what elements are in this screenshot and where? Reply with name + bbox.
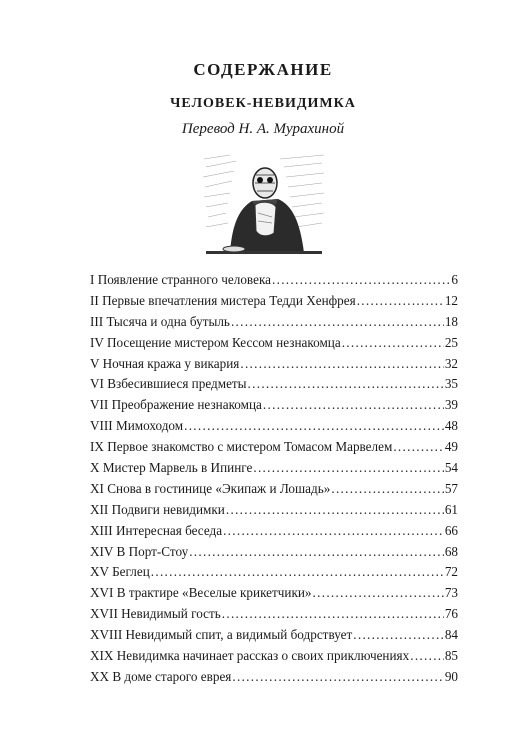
toc-entry-page: 12 [444, 292, 458, 308]
toc-entry-title: V Ночная кража у викария [90, 355, 240, 371]
toc-entry[interactable] [90, 335, 458, 356]
toc-entry-title: VII Преображение незнакомца [90, 397, 262, 413]
leader-dots [231, 314, 444, 330]
toc-entry[interactable] [90, 418, 458, 439]
leader-dots [353, 627, 444, 643]
toc-entry-title: XVII Невидимый гость [90, 606, 221, 622]
toc-entry-title: VIII Мимоходом [90, 418, 184, 434]
leader-dots [313, 585, 444, 601]
toc-entry-title: XVIII Невидимый спит, а видимый бодрствует [90, 627, 353, 643]
toc-entry-page: 54 [444, 460, 458, 476]
leader-dots [410, 648, 444, 664]
toc-entry-title: X Мистер Марвель в Ипинге [90, 460, 253, 476]
figure-napkin [255, 202, 276, 236]
leader-dots [223, 523, 444, 539]
toc-entry-title: XIII Интересная беседа [90, 522, 223, 538]
leader-dots [342, 335, 444, 351]
toc-entry-title: I Появление странного человека [90, 272, 271, 287]
leader-dots [263, 397, 444, 413]
leader-dots [357, 293, 444, 309]
toc-entry[interactable] [90, 502, 458, 523]
toc-entry[interactable] [90, 293, 458, 314]
toc-entry[interactable] [90, 272, 458, 293]
toc-entry-title: III Тысяча и одна бутыль [90, 313, 230, 329]
toc-entry[interactable] [90, 606, 458, 627]
leader-dots [331, 481, 443, 497]
toc-entry-title: XIV В Порт-Стоу [90, 543, 189, 559]
toc-entry[interactable] [90, 523, 458, 544]
toc-entry[interactable] [90, 356, 458, 377]
toc-entry[interactable] [90, 314, 458, 335]
toc-entry-page: 57 [444, 480, 458, 496]
toc-entry-title: VI Взбесившиеся предметы [90, 376, 247, 392]
leader-dots [272, 272, 450, 288]
toc-entry-page: 66 [444, 522, 458, 538]
toc-entry-title: XX В доме старого еврея [90, 668, 232, 684]
toc-entry-page: 61 [444, 501, 458, 517]
plate [223, 246, 245, 252]
toc-entry-title: IX Первое знакомство с мистером Томасом Марвелем [90, 439, 393, 455]
toc-entry[interactable] [90, 544, 458, 565]
toc-entry[interactable] [90, 648, 458, 669]
leader-dots [189, 544, 444, 560]
leader-dots [151, 564, 444, 580]
toc-entry[interactable] [90, 397, 458, 418]
table-of-contents [90, 272, 458, 690]
invisible-man-illustration [200, 153, 328, 263]
toc-entry-page: 85 [444, 648, 458, 664]
leader-dots [222, 606, 444, 622]
toc-entry-page: 32 [444, 355, 458, 371]
book-title: ЧЕЛОВЕК-НЕВИДИМКА [170, 96, 356, 111]
toc-entry-title: XI Снова в гостинице «Экипаж и Лошадь» [90, 480, 331, 496]
toc-entry-page: 25 [444, 334, 458, 350]
toc-entry-page: 49 [444, 439, 458, 455]
toc-entry-title: IV Посещение мистером Кессом незнакомца [90, 334, 341, 350]
leader-dots [393, 439, 443, 455]
toc-entry[interactable] [90, 439, 458, 460]
toc-entry-page: 72 [444, 564, 458, 580]
contents-heading: СОДЕРЖАНИЕ [193, 60, 333, 79]
toc-entry[interactable] [90, 627, 458, 648]
toc-entry-title: XV Беглец [90, 564, 150, 580]
toc-entry[interactable] [90, 564, 458, 585]
toc-entry[interactable] [90, 481, 458, 502]
toc-entry-page: 48 [444, 418, 458, 434]
leader-dots [232, 669, 443, 685]
toc-entry-page: 6 [451, 272, 458, 287]
table-edge [206, 251, 322, 254]
leader-dots [184, 418, 444, 434]
toc-entry[interactable] [90, 669, 458, 690]
toc-entry-title: XII Подвиги невидимки [90, 501, 225, 517]
translator-credit: Перевод Н. А. Мурахиной [181, 121, 345, 137]
toc-entry-title: XVI В трактире «Веселые крикетчики» [90, 585, 312, 601]
toc-entry-title: II Первые впечатления мистера Тедди Хенфрея [90, 292, 356, 308]
toc-entry[interactable] [90, 585, 458, 606]
toc-entry-page: 90 [444, 668, 458, 684]
toc-entry-page: 18 [444, 313, 458, 329]
leader-dots [240, 356, 443, 372]
toc-entry[interactable] [90, 376, 458, 397]
toc-entry-page: 39 [444, 397, 458, 413]
toc-entry-title: XIX Невидимка начинает рассказ о своих приключениях [90, 648, 410, 664]
toc-entry[interactable] [90, 460, 458, 481]
leader-dots [226, 502, 444, 518]
toc-entry-page: 73 [444, 585, 458, 601]
toc-entry-page: 68 [444, 543, 458, 559]
toc-entry-page: 76 [444, 606, 458, 622]
toc-entry-page: 35 [444, 376, 458, 392]
leader-dots [248, 376, 444, 392]
leader-dots [253, 460, 443, 476]
toc-entry-page: 84 [444, 627, 458, 643]
